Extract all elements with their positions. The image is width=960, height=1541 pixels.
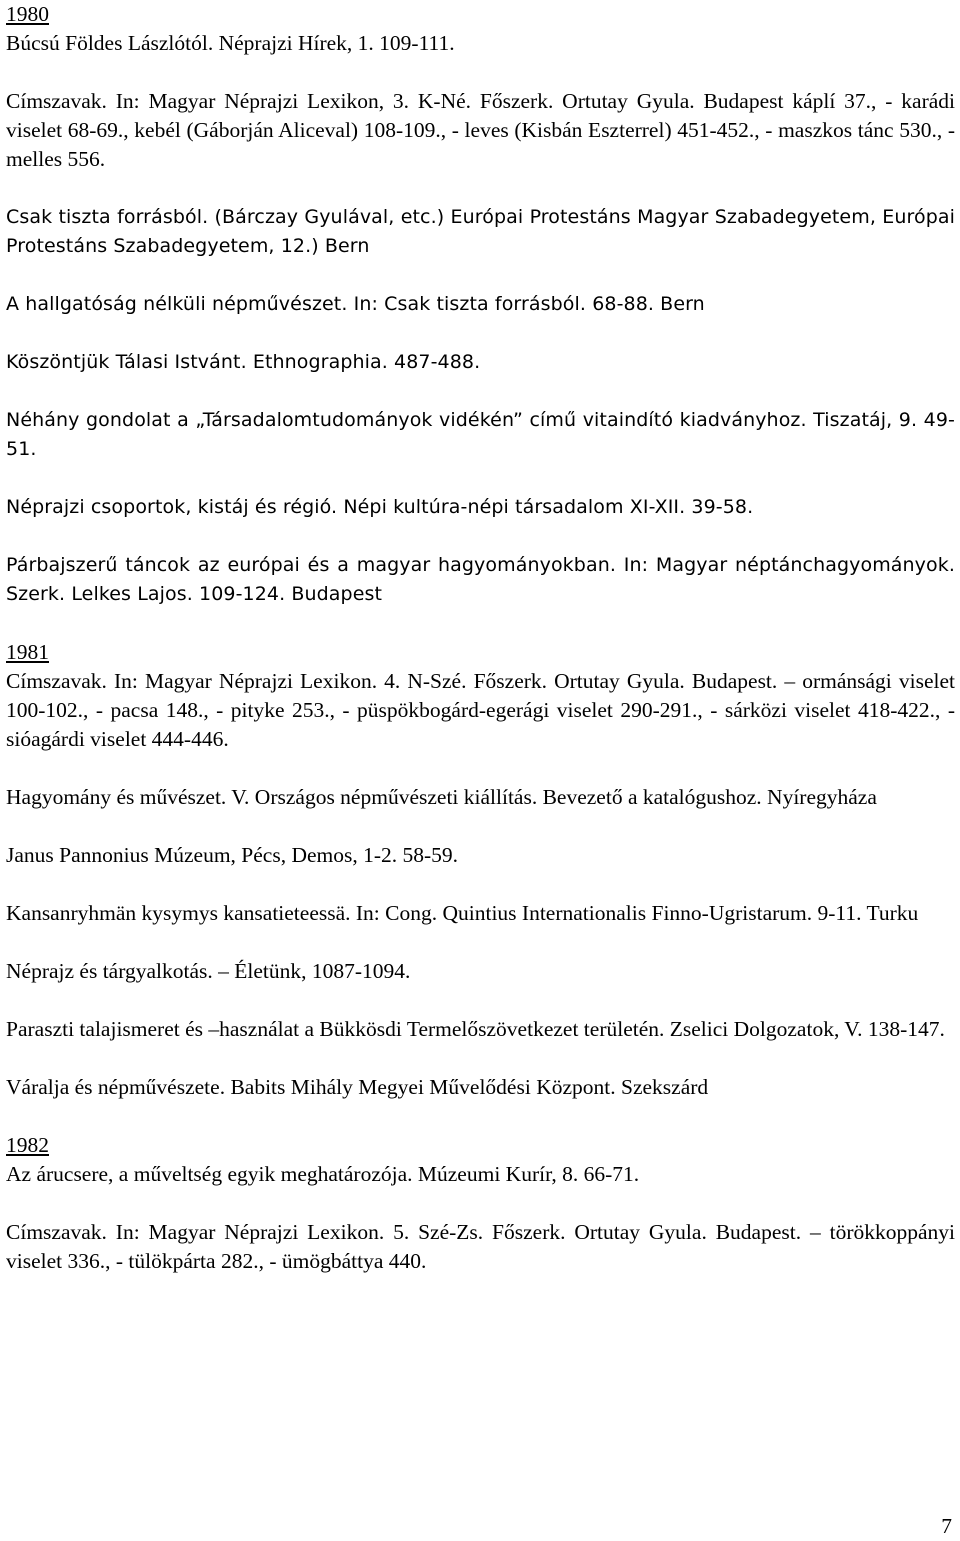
bibliography-entry: Néprajzi csoportok, kistáj és régió. Népi kultúra-népi társadalom XI-XII. 39-58.: [6, 496, 754, 518]
bibliography-entry: Paraszti talajismeret és –használat a Bükkösdi Termelőszövetkezet területén. Zselici Dolgozatok, V. 138-147.: [6, 1017, 945, 1041]
year-heading-1982: 1982: [6, 1133, 49, 1157]
page-number: 7: [941, 1514, 952, 1538]
bibliography-entry: Hagyomány és művészet. V. Országos népművészeti kiállítás. Bevezető a katalógushoz. Nyíregyháza: [6, 785, 877, 809]
bibliography-entry: Címszavak. In: Magyar Néprajzi Lexikon, 3. K-Né. Főszerk. Ortutay Gyula. Budapest káplí 37., - karádi viselet 68-69., kebél (Gáborján Aliceval) 108-109., - leves (Kisbán Eszterrel) 451-452., - maszkos tánc 530., - melles 556.: [6, 89, 955, 171]
bibliography-entry: Köszöntjük Tálasi Istvánt. Ethnographia. 487-488.: [6, 351, 481, 373]
bibliography-entry: Csak tiszta forrásból. (Bárczay Gyulával, etc.) Európai Protestáns Magyar Szabadegyetem, Európai Protestáns Szabadegyetem, 12.) Bern: [6, 206, 955, 257]
bibliography-entry: A hallgatóság nélküli népművészet. In: Csak tiszta forrásból. 68-88. Bern: [6, 293, 705, 315]
bibliography-entry: Címszavak. In: Magyar Néprajzi Lexikon. 5. Szé-Zs. Főszerk. Ortutay Gyula. Budapest. – törökkoppányi viselet 336., - tülökpárta 282., - ümögbáttya 440.: [6, 1220, 955, 1273]
bibliography-entry: Kansanryhmän kysymys kansatieteessä. In: Cong. Quintius Internationalis Finno-Ugristarum. 9-11. Turku: [6, 901, 919, 925]
year-heading-1981: 1981: [6, 640, 49, 664]
bibliography-page: [6, 0, 955, 1276]
year-heading-1980: 1980: [6, 2, 49, 26]
bibliography-entry: Néprajz és tárgyalkotás. – Életünk, 1087-1094.: [6, 959, 411, 983]
bibliography-entry: Janus Pannonius Múzeum, Pécs, Demos, 1-2. 58-59.: [6, 843, 459, 867]
bibliography-entry: Címszavak. In: Magyar Néprajzi Lexikon. 4. N-Szé. Főszerk. Ortutay Gyula. Budapest. – ormánsági viselet 100-102., - pacsa 148., - pityke 253., - püspökbogárd-egerági viselet 290-291., - sárközi viselet 418-422., - sióagárdi viselet 444-446.: [6, 669, 955, 751]
bibliography-entry: Búcsú Földes Lászlótól. Néprajzi Hírek, 1. 109-111.: [6, 31, 455, 55]
bibliography-entry: Váralja és népművészete. Babits Mihály Megyei Művelődési Központ. Szekszárd: [6, 1075, 709, 1099]
bibliography-entry: Párbajszerű táncok az európai és a magyar hagyományokban. In: Magyar néptánchagyományok. Szerk. Lelkes Lajos. 109-124. Budapest: [6, 554, 955, 605]
bibliography-entry: Néhány gondolat a „Társadalomtudományok vidékén” című vitaindító kiadványhoz. Tiszatáj, 9. 49-51.: [6, 409, 955, 460]
bibliography-entry: Az árucsere, a műveltség egyik meghatározója. Múzeumi Kurír, 8. 66-71.: [6, 1162, 640, 1186]
